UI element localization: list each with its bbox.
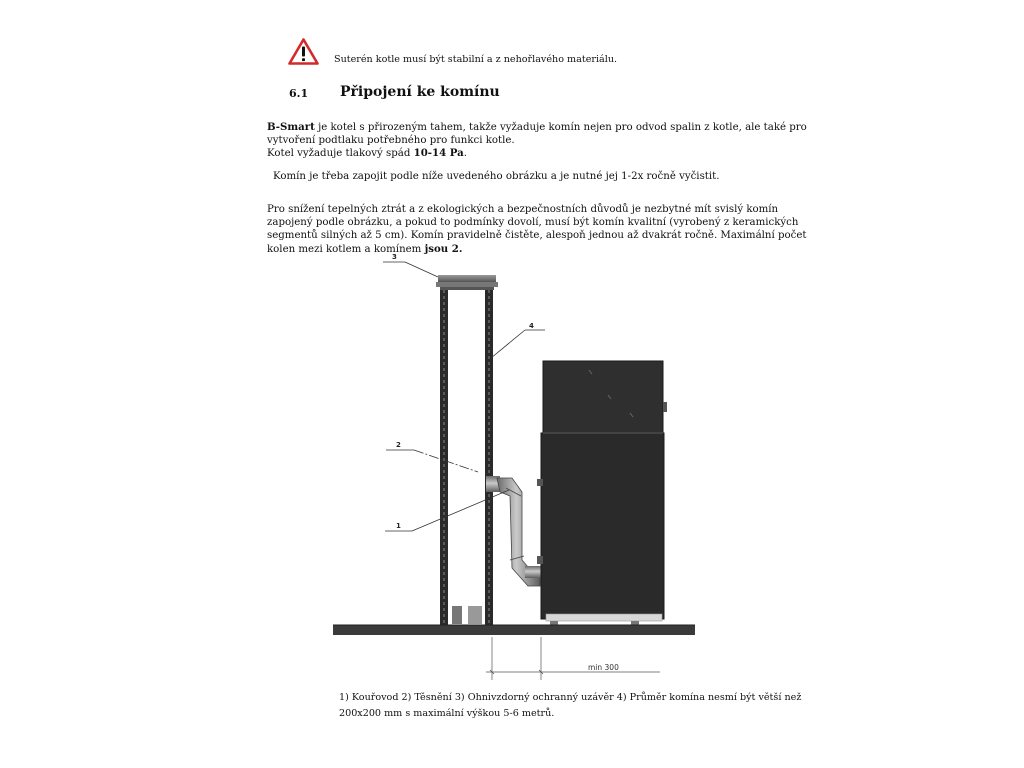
callout-4-label: 4 (529, 322, 534, 330)
callout-2-label: 2 (396, 441, 401, 449)
callout-3-label: 3 (392, 253, 397, 261)
intro-line-1-text: je kotel s přirozeným tahem, takže vyžaduje komín nejen pro odvod spalin z kotle, ale také pro (314, 122, 807, 133)
intro-line-2: vytvoření podtlaku potřebného pro funkci kotle. (267, 135, 515, 147)
chimney-line-1: Pro snížení tepelných ztrát a z ekologických a bezpečnostních důvodů je nezbytné mít svislý komín (267, 204, 779, 215)
callout-2 (386, 441, 478, 472)
pressure-value: 10-14 Pa (413, 147, 464, 160)
pressure-label: Kotel vyžaduje tlakový spád (267, 148, 414, 160)
elbow-count: jsou 2. (424, 242, 463, 255)
caption-line-2: 200x200 mm s maximální výškou 5-6 metrů. (339, 707, 555, 719)
chimney-line-2: zapojený podle obrázku, a pokud to podmínky dovolí, musí být komín kvalitní (vyrobený z keramických (267, 217, 799, 229)
callout-1-label: 1 (396, 522, 401, 530)
warning-text: Suterén kotle musí být stabilní a z nehořlavého materiálu. (334, 54, 618, 65)
chimney-line-3: segmentů silných až 5 cm). Komín pravidelně čistěte, alespoň jednou až dvakrát ročně. Maximální počet (267, 230, 807, 242)
chimney (440, 289, 493, 625)
pressure-end: . (463, 148, 467, 160)
dimension-label: min 300 (588, 663, 619, 672)
callout-3 (383, 253, 438, 277)
chimney-cap (436, 275, 498, 290)
floor (333, 625, 695, 635)
chimney-line-4-text: kolen mezi kotlem a komínem (267, 243, 425, 255)
section-title: Připojení ke komínu (340, 84, 500, 100)
min-distance-dimension (486, 637, 660, 680)
cleaning-note: Komín je třeba zapojit podle níže uvedeného obrázku a je nutné jej 1-2x ročně vyčistit. (273, 171, 720, 182)
callout-4 (491, 322, 545, 358)
product-name: B-Smart (267, 121, 315, 133)
caption-line-1: 1) Kouřovod 2) Těsnění 3) Ohnivzdorný ochranný uzávěr 4) Průměr komína nesmí být větší než (339, 692, 802, 703)
section-number: 6.1 (289, 87, 309, 100)
boiler (537, 361, 667, 625)
diagram-caption (339, 690, 801, 721)
flue-pipe (486, 476, 541, 586)
